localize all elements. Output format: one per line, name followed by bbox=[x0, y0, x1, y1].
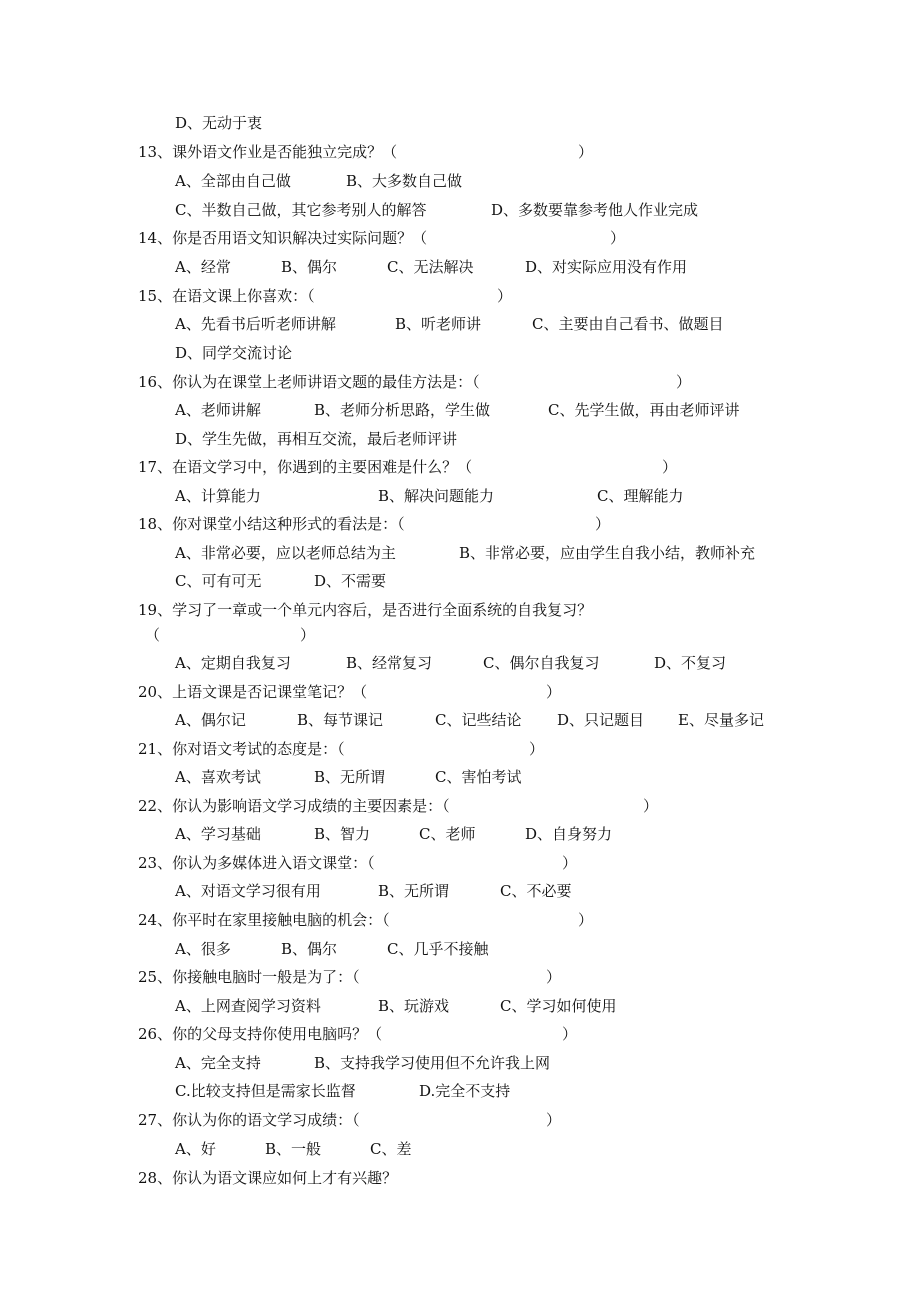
answer-paren-close: ） bbox=[300, 626, 316, 644]
option-b: B、玩游戏 bbox=[378, 997, 450, 1015]
option-a: A、喜欢考试 bbox=[175, 768, 261, 786]
option-d: D、不需要 bbox=[314, 572, 387, 590]
option-a: A、很多 bbox=[175, 940, 231, 958]
answer-paren-close: ） bbox=[562, 1025, 578, 1043]
answer-paren-close: ） bbox=[578, 911, 594, 929]
question-16: 16、你认为在课堂上老师讲语文题的最佳方法是：（ bbox=[138, 373, 480, 391]
option-d: D、自身努力 bbox=[525, 825, 613, 843]
option-d: D、同学交流讨论 bbox=[175, 344, 293, 362]
question-14: 14、你是否用语文知识解决过实际问题？（ bbox=[138, 229, 428, 247]
option-c: C、几乎不接触 bbox=[387, 940, 489, 958]
option-b: B、无所谓 bbox=[378, 882, 450, 900]
option-d: D.完全不支持 bbox=[419, 1082, 511, 1100]
answer-paren-close: ） bbox=[546, 968, 562, 986]
option-d: D、不复习 bbox=[654, 654, 727, 672]
question-18: 18、你对课堂小结这种形式的看法是：（ bbox=[138, 515, 405, 533]
option-b: B、大多数自己做 bbox=[346, 172, 463, 190]
answer-paren-open: （ bbox=[145, 626, 161, 644]
answer-paren-close: ） bbox=[662, 458, 678, 476]
answer-paren-close: ） bbox=[546, 683, 562, 701]
option-b: B、智力 bbox=[314, 825, 371, 843]
option-a: A、全部由自己做 bbox=[175, 172, 291, 190]
option-b: B、经常复习 bbox=[346, 654, 433, 672]
option-a: A、上网查阅学习资料 bbox=[175, 997, 321, 1015]
question-20: 20、上语文课是否记课堂笔记？（ bbox=[138, 683, 368, 701]
option-d: D、只记题目 bbox=[557, 711, 645, 729]
answer-paren-close: ） bbox=[595, 515, 611, 533]
option-c: C、差 bbox=[370, 1140, 412, 1158]
option-c: C、无法解决 bbox=[387, 258, 474, 276]
option-b: B、非常必要，应由学生自我小结，教师补充 bbox=[459, 544, 756, 562]
question-17: 17、在语文学习中，你遇到的主要困难是什么？（ bbox=[138, 458, 473, 476]
option-a: A、学习基础 bbox=[175, 825, 261, 843]
option-d-continued: D、无动于衷 bbox=[175, 114, 263, 132]
question-22: 22、你认为影响语文学习成绩的主要因素是：（ bbox=[138, 797, 450, 815]
question-25: 25、你接触电脑时一般是为了：（ bbox=[138, 968, 360, 986]
option-a: A、计算能力 bbox=[175, 487, 261, 505]
option-a: A、经常 bbox=[175, 258, 231, 276]
option-d: D、多数要靠参考他人作业完成 bbox=[491, 201, 699, 219]
option-b: B、偶尔 bbox=[281, 258, 338, 276]
answer-paren-close: ） bbox=[546, 1111, 562, 1129]
option-c: C、老师 bbox=[419, 825, 476, 843]
option-a: A、定期自我复习 bbox=[175, 654, 291, 672]
question-27: 27、你认为你的语文学习成绩：（ bbox=[138, 1111, 360, 1129]
option-b: B、支持我学习使用但不允许我上网 bbox=[314, 1054, 551, 1072]
option-a: A、对语文学习很有用 bbox=[175, 882, 321, 900]
question-21: 21、你对语文考试的态度是：（ bbox=[138, 740, 345, 758]
option-b: B、偶尔 bbox=[281, 940, 338, 958]
option-c: C、偶尔自我复习 bbox=[483, 654, 600, 672]
option-b: B、一般 bbox=[265, 1140, 322, 1158]
option-c: C、理解能力 bbox=[597, 487, 684, 505]
option-c: C、半数自己做，其它参考别人的解答 bbox=[175, 201, 427, 219]
answer-paren-close: ） bbox=[676, 373, 692, 391]
option-b: B、老师分析思路，学生做 bbox=[314, 401, 491, 419]
option-c: C、记些结论 bbox=[435, 711, 522, 729]
option-c: C、不必要 bbox=[500, 882, 572, 900]
question-26: 26、你的父母支持你使用电脑吗？（ bbox=[138, 1025, 383, 1043]
answer-paren-close: ） bbox=[529, 740, 545, 758]
option-b: B、每节课记 bbox=[297, 711, 384, 729]
option-a: A、偶尔记 bbox=[175, 711, 246, 729]
option-a: A、先看书后听老师讲解 bbox=[175, 315, 336, 333]
option-c: C、学习如何使用 bbox=[500, 997, 617, 1015]
question-28: 28、你认为语文课应如何上才有兴趣？ bbox=[138, 1169, 398, 1187]
option-e: E、尽量多记 bbox=[678, 711, 764, 729]
answer-paren-close: ） bbox=[578, 143, 594, 161]
option-a: A、好 bbox=[175, 1140, 216, 1158]
answer-paren-close: ） bbox=[562, 854, 578, 872]
option-a: A、非常必要，应以老师总结为主 bbox=[175, 544, 396, 562]
question-19: 19、学习了一章或一个单元内容后，是否进行全面系统的自我复习？ bbox=[138, 601, 593, 619]
option-b: B、解决问题能力 bbox=[378, 487, 495, 505]
question-24: 24、你平时在家里接触电脑的机会：（ bbox=[138, 911, 390, 929]
question-23: 23、你认为多媒体进入语文课堂：（ bbox=[138, 854, 375, 872]
option-c: C.比较支持但是需家长监督 bbox=[175, 1082, 356, 1100]
option-a: A、完全支持 bbox=[175, 1054, 261, 1072]
answer-paren-close: ） bbox=[643, 797, 659, 815]
option-b: B、听老师讲 bbox=[395, 315, 482, 333]
option-c: C、先学生做，再由老师评讲 bbox=[548, 401, 740, 419]
option-d: D、学生先做，再相互交流，最后老师评讲 bbox=[175, 430, 458, 448]
option-c: C、害怕考试 bbox=[435, 768, 522, 786]
option-c: C、主要由自己看书、做题目 bbox=[532, 315, 724, 333]
option-a: A、老师讲解 bbox=[175, 401, 261, 419]
question-15: 15、在语文课上你喜欢：（ bbox=[138, 287, 315, 305]
option-c: C、可有可无 bbox=[175, 572, 262, 590]
answer-paren-close: ） bbox=[610, 229, 626, 247]
option-b: B、无所谓 bbox=[314, 768, 386, 786]
answer-paren-close: ） bbox=[497, 287, 513, 305]
option-d: D、对实际应用没有作用 bbox=[525, 258, 688, 276]
question-13: 13、课外语文作业是否能独立完成？（ bbox=[138, 143, 398, 161]
